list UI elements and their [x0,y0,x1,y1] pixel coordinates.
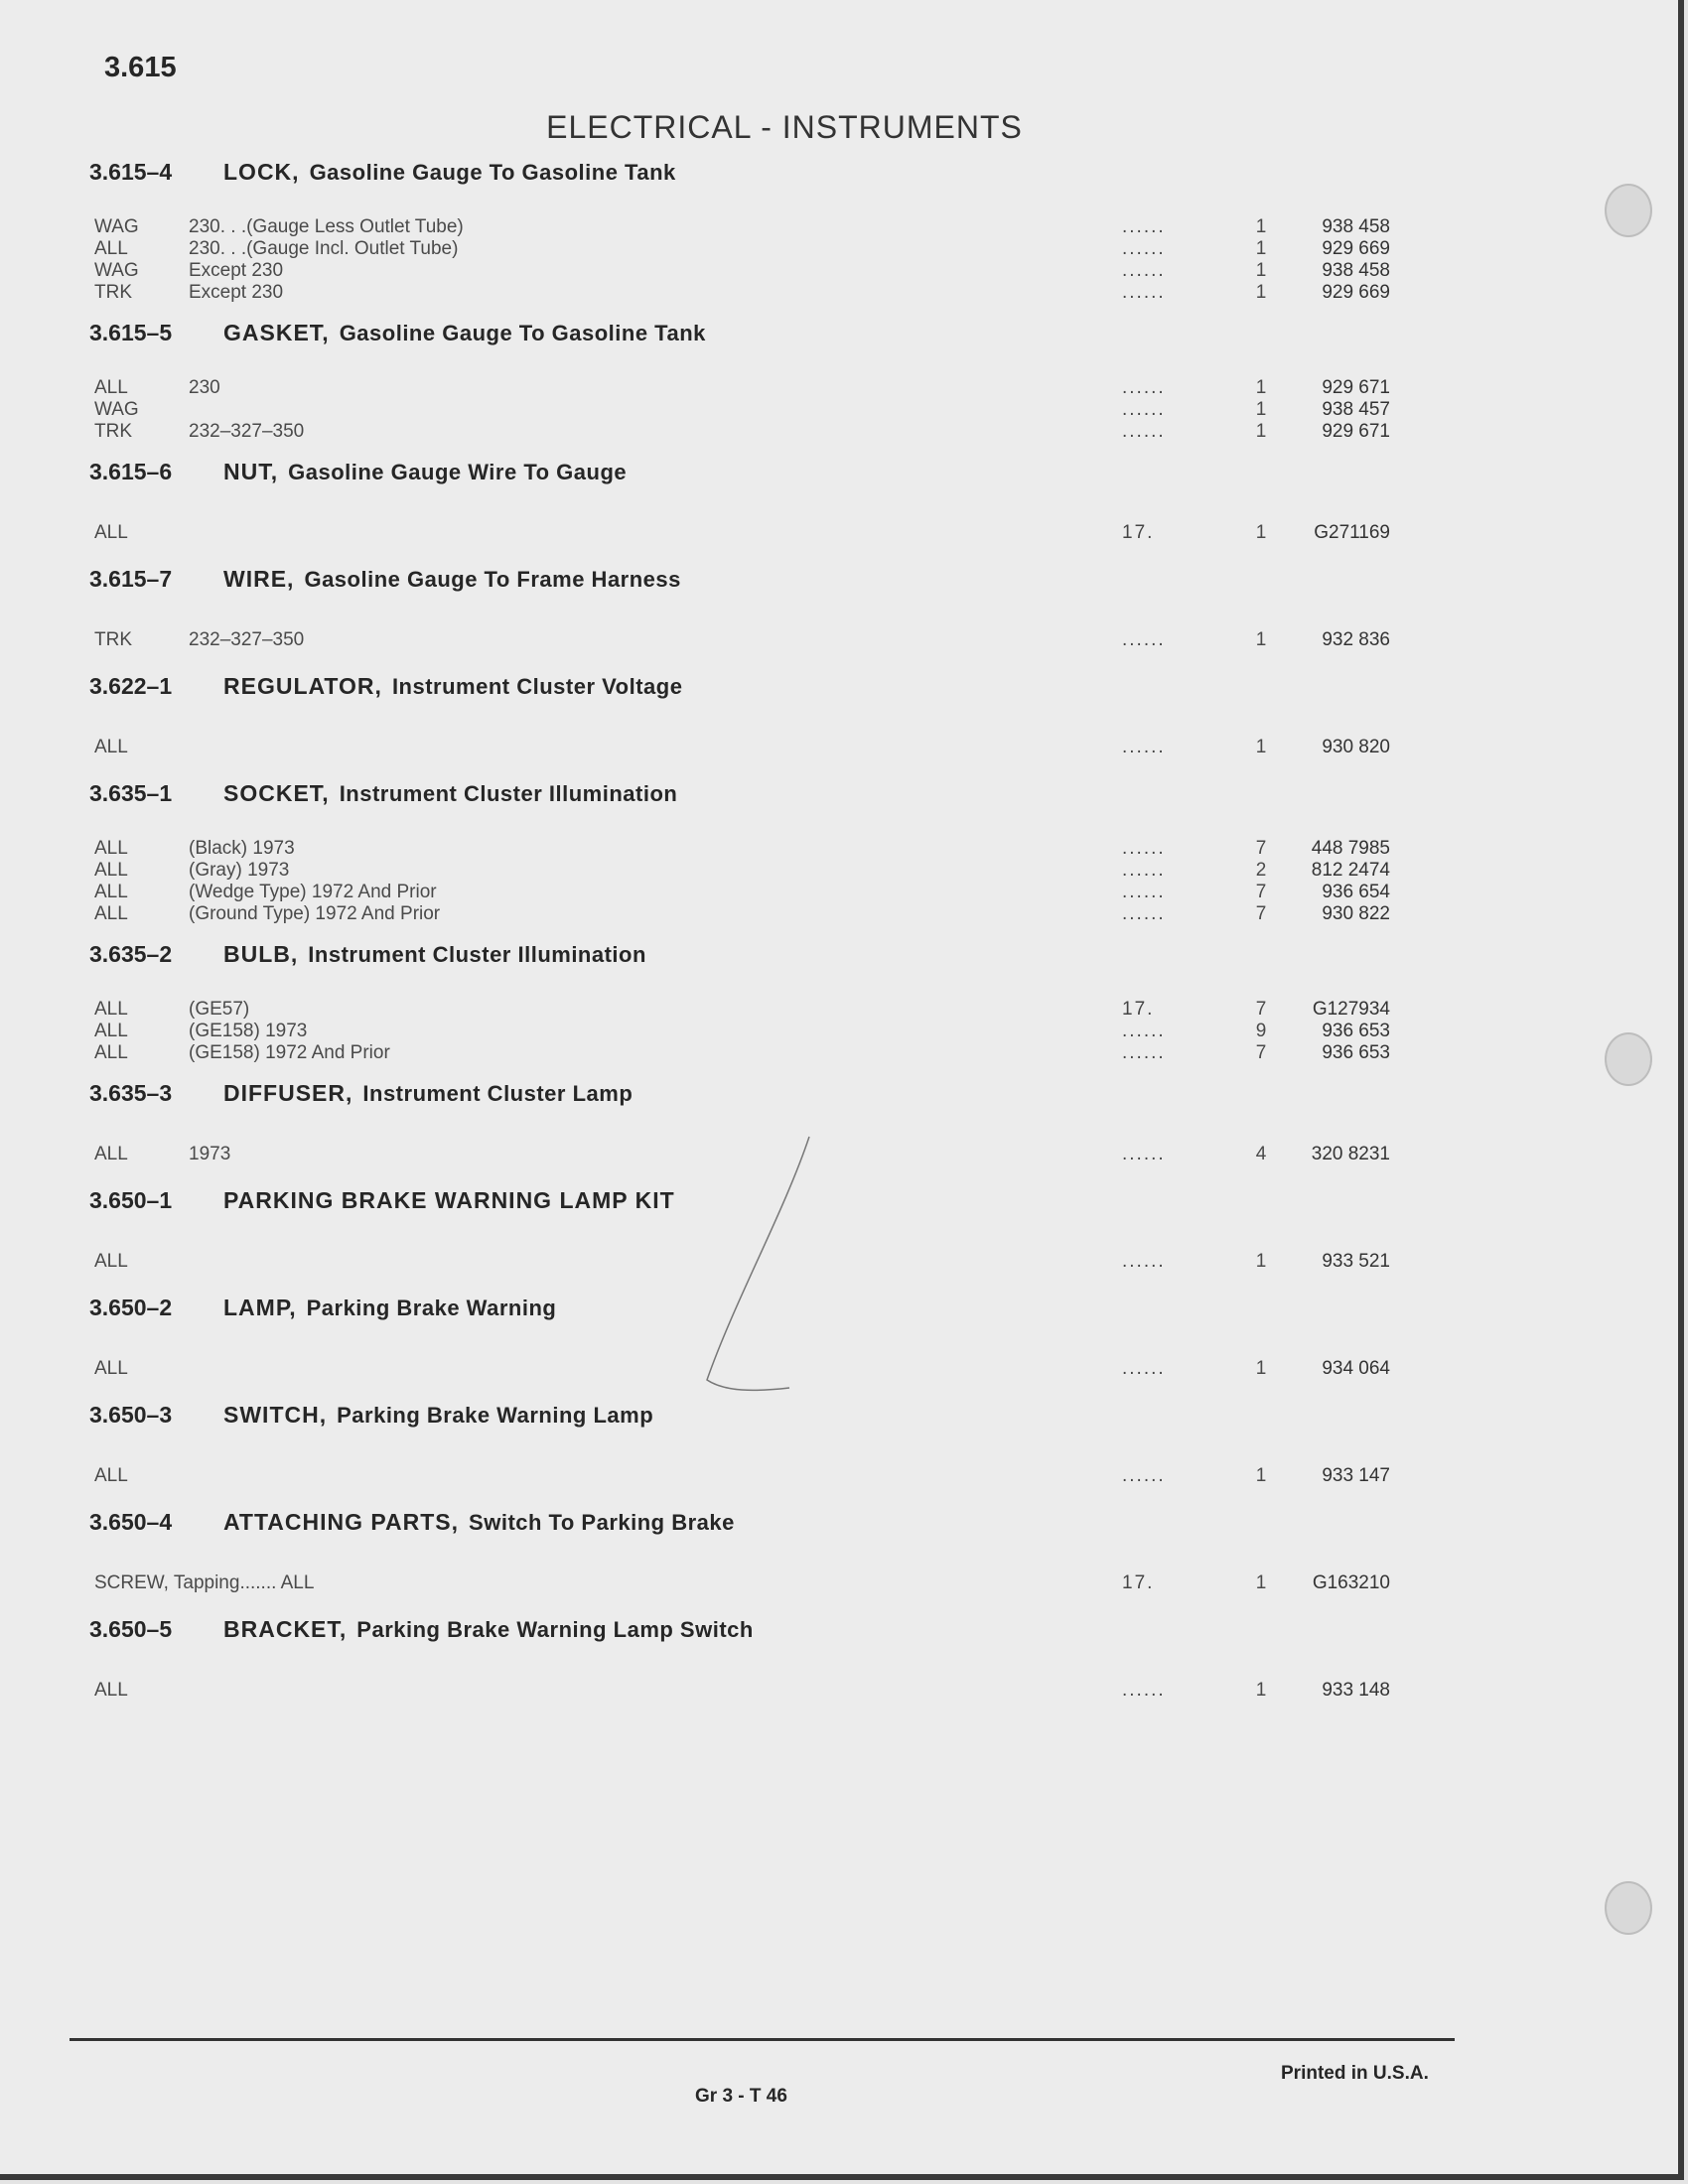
section-name: LOCK, [223,159,300,185]
part-number: 933 521 [1322,1251,1390,1272]
section-description: Gasoline Gauge To Frame Harness [304,567,681,592]
reference: ...... [1122,399,1166,420]
part-description-text [189,1680,193,1701]
part-description-text: 232–327–350 [189,629,308,650]
part-row [89,999,1410,1021]
part-description-text: (GE158) 1972 And Prior [189,1042,394,1063]
model-code: ALL [94,1042,128,1063]
part-number: 929 671 [1322,421,1390,442]
model-code: ALL [94,1465,128,1486]
section-number: 3.650–3 [89,1402,173,1428]
reference: ...... [1122,629,1166,650]
part-description-text [189,1465,193,1486]
section-name: GASKET, [223,320,330,345]
part-description [189,1251,1182,1273]
part-description-text [487,1572,491,1593]
part-number: G163210 [1312,1572,1390,1593]
part-description [189,1358,1182,1380]
section-name: SWITCH, [223,1402,328,1428]
part-row [89,1572,1410,1602]
model-code: ALL [94,377,128,398]
section-name: PARKING BRAKE WARNING LAMP KIT [223,1187,675,1213]
pencil-mark [695,1132,814,1400]
part-description-text: Except 230 [189,282,287,303]
part-number: 936 653 [1322,1042,1390,1063]
model-code: ALL [94,838,128,859]
page-number: 3.615 [104,52,177,83]
section-description: Instrument Cluster Voltage [391,674,683,699]
part-row [89,1465,1410,1495]
part-description-text [189,737,193,757]
part-number: G271169 [1314,522,1390,543]
model-code: WAG [94,216,139,237]
reference: ...... [1122,421,1166,442]
section-header [89,566,1410,606]
part-description-text: 1973 [189,1144,234,1164]
binder-hole [1605,1881,1652,1935]
section-description: Parking Brake Warning Lamp [337,1403,654,1428]
reference: ...... [1122,377,1166,398]
part-description [189,1144,1182,1165]
part-description-text: (Wedge Type) 1972 And Prior [189,882,441,902]
model-code: ALL [94,903,128,924]
section-description: Instrument Cluster Lamp [362,1081,633,1106]
section-number: 3.615–6 [89,459,173,484]
quantity: 1 [1255,260,1267,281]
section-description: Switch To Parking Brake [469,1510,735,1535]
quantity: 1 [1255,737,1267,757]
section-description: Instrument Cluster Illumination [308,942,646,967]
reference: ...... [1122,737,1166,757]
model-code: WAG [94,399,139,420]
reference: ...... [1122,882,1166,902]
section-header [89,1509,1410,1549]
part-description-text: 230. . .(Gauge Less Outlet Tube) [189,216,468,237]
section-description: Instrument Cluster Illumination [339,781,678,806]
section-number: 3.615–4 [89,159,173,185]
part-number: 932 836 [1322,629,1390,650]
section-name: LAMP, [223,1295,297,1320]
model-code: ALL [94,1144,128,1164]
quantity: 1 [1255,1251,1267,1272]
section-name: BRACKET, [223,1616,348,1642]
section-number: 3.650–1 [89,1187,173,1213]
section [89,941,1410,1080]
quantity: 2 [1255,860,1267,881]
quantity: 1 [1255,399,1267,420]
part-description [189,399,1182,421]
part-description-text: Except 230 [189,260,287,281]
part-row [89,260,1410,282]
page-title: ELECTRICAL - INSTRUMENTS [546,109,1023,145]
part-description [189,260,1182,282]
part-description-text: (Ground Type) 1972 And Prior [189,903,444,924]
model-code: ALL [94,882,128,902]
part-description [189,1021,1182,1042]
quantity: 7 [1255,999,1267,1020]
quantity: 9 [1255,1021,1267,1041]
part-description-text: (Gray) 1973 [189,860,293,881]
part-row [89,1680,1410,1709]
part-number: 930 822 [1322,903,1390,924]
part-number: G127934 [1312,999,1390,1020]
part-row [89,1042,1410,1064]
part-description [189,216,1182,238]
part-description [189,903,1182,925]
part-rows [89,1549,1410,1616]
section-header [89,941,1410,981]
part-row [89,860,1410,882]
model-code: ALL [94,1021,128,1041]
quantity: 1 [1255,377,1267,398]
part-description [189,737,1182,758]
part-row [89,737,1410,766]
section-name: SOCKET, [223,780,330,806]
section-header [89,780,1410,820]
footer-page-code: Gr 3 - T 46 [695,2086,787,2107]
reference: ...... [1122,1021,1166,1041]
quantity: 7 [1255,903,1267,924]
section-header [89,320,1410,359]
part-number: 933 148 [1322,1680,1390,1701]
part-description [189,838,1182,860]
part-description-text: 230 [189,377,224,398]
part-description [487,1572,1182,1594]
section [89,566,1410,673]
section-number: 3.650–2 [89,1295,173,1320]
section [89,1509,1410,1616]
model-code: ALL [94,860,128,881]
section [89,320,1410,459]
part-row [89,903,1410,925]
model-code: ALL [94,999,128,1020]
part-description-text: (GE57) [189,999,253,1020]
reference: ...... [1122,216,1166,237]
part-description-text [189,522,193,543]
section-header [89,1080,1410,1120]
model-code: TRK [94,282,132,303]
part-number: 929 669 [1322,282,1390,303]
reference: 17. [1122,999,1155,1020]
part-description [189,882,1182,903]
part-rows [89,713,1410,780]
binder-hole [1605,1032,1652,1086]
part-row [89,399,1410,421]
section-number: 3.650–4 [89,1509,173,1535]
part-number: 448 7985 [1311,838,1390,859]
section-number: 3.650–5 [89,1616,173,1642]
section-header [89,1402,1410,1441]
section-name: REGULATOR, [223,673,382,699]
section-number: 3.635–1 [89,780,173,806]
reference: 17. [1122,1572,1155,1593]
reference: ...... [1122,1042,1166,1063]
part-row [89,838,1410,860]
quantity: 4 [1255,1144,1267,1164]
quantity: 1 [1255,629,1267,650]
reference: ...... [1122,903,1166,924]
part-row [89,282,1410,304]
section-description: Parking Brake Warning Lamp Switch [356,1617,754,1642]
part-number: 929 669 [1322,238,1390,259]
part-row [89,377,1410,399]
model-code: ALL [94,737,128,757]
part-description [189,377,1182,399]
part-rows [89,606,1410,673]
section-number: 3.622–1 [89,673,173,699]
section-name: ATTACHING PARTS, [223,1509,460,1535]
reference: ...... [1122,238,1166,259]
part-description-text: (Black) 1973 [189,838,299,859]
part-description [189,999,1182,1021]
part-description [189,1042,1182,1064]
part-rows [89,1441,1410,1509]
part-number: 929 671 [1322,377,1390,398]
section-header [89,673,1410,713]
section-name: DIFFUSER, [223,1080,353,1106]
model-code: TRK [94,421,132,442]
section-number: 3.635–3 [89,1080,173,1106]
part-row [89,238,1410,260]
part-description-text [189,399,193,420]
section-name: NUT, [223,459,279,484]
reference: ...... [1122,838,1166,859]
reference: ...... [1122,1251,1166,1272]
model-code: ALL [94,1251,128,1272]
section-name: WIRE, [223,566,295,592]
part-rows [89,359,1410,459]
quantity: 1 [1255,216,1267,237]
part-rows [89,981,1410,1080]
section-number: 3.615–7 [89,566,173,592]
part-number: 933 147 [1322,1465,1390,1486]
part-description [189,522,1182,544]
quantity: 1 [1255,1572,1267,1593]
footer-printed-in: Printed in U.S.A. [1281,2063,1429,2084]
part-row [89,1021,1410,1042]
binder-hole [1605,184,1652,237]
section [89,673,1410,780]
reference: ...... [1122,1358,1166,1379]
part-description [189,860,1182,882]
section-header [89,1616,1410,1656]
model-code: SCREW, Tapping....... ALL [94,1572,315,1593]
quantity: 1 [1255,238,1267,259]
section-description: Gasoline Gauge Wire To Gauge [288,460,628,484]
part-rows [89,1656,1410,1723]
part-description [189,1680,1182,1702]
quantity: 7 [1255,1042,1267,1063]
part-rows [89,498,1410,566]
reference: ...... [1122,1465,1166,1486]
section [89,1616,1410,1723]
quantity: 1 [1255,1680,1267,1701]
part-number: 320 8231 [1311,1144,1390,1164]
section [89,459,1410,566]
part-description [189,238,1182,260]
section-description: Gasoline Gauge To Gasoline Tank [309,160,676,185]
section-description: Parking Brake Warning [306,1296,557,1320]
reference: 17. [1122,522,1155,543]
part-description [189,1465,1182,1487]
quantity: 7 [1255,882,1267,902]
reference: ...... [1122,282,1166,303]
reference: ...... [1122,1144,1166,1164]
part-row [89,421,1410,443]
quantity: 7 [1255,838,1267,859]
part-description [189,629,1182,651]
model-code: TRK [94,629,132,650]
model-code: WAG [94,260,139,281]
part-rows [89,820,1410,941]
part-rows [89,199,1410,320]
part-number: 812 2474 [1311,860,1390,881]
part-number: 938 458 [1322,260,1390,281]
part-number: 934 064 [1322,1358,1390,1379]
quantity: 1 [1255,522,1267,543]
part-row [89,522,1410,552]
quantity: 1 [1255,421,1267,442]
section-header [89,459,1410,498]
quantity: 1 [1255,1358,1267,1379]
part-row [89,216,1410,238]
part-number: 938 458 [1322,216,1390,237]
part-description-text: 230. . .(Gauge Incl. Outlet Tube) [189,238,462,259]
section [89,159,1410,320]
footer-rule [70,2038,1455,2041]
model-code: ALL [94,522,128,543]
part-number: 938 457 [1322,399,1390,420]
quantity: 1 [1255,1465,1267,1486]
section [89,780,1410,941]
reference: ...... [1122,260,1166,281]
section [89,1402,1410,1509]
section-name: BULB, [223,941,299,967]
part-row [89,629,1410,659]
part-number: 936 653 [1322,1021,1390,1041]
part-number: 930 820 [1322,737,1390,757]
part-description-text: 232–327–350 [189,421,308,442]
reference: ...... [1122,860,1166,881]
part-row [89,882,1410,903]
section-header [89,159,1410,199]
section-number: 3.615–5 [89,320,173,345]
part-description [189,282,1182,304]
model-code: ALL [94,1680,128,1701]
model-code: ALL [94,1358,128,1379]
reference: ...... [1122,1680,1166,1701]
part-description-text [189,1358,193,1379]
section-number: 3.635–2 [89,941,173,967]
quantity: 1 [1255,282,1267,303]
part-description [189,421,1182,443]
parts-list [89,159,1410,1723]
part-number: 936 654 [1322,882,1390,902]
section-description: Gasoline Gauge To Gasoline Tank [339,321,706,345]
part-description-text [189,1251,193,1272]
part-description-text: (GE158) 1973 [189,1021,311,1041]
model-code: ALL [94,238,128,259]
